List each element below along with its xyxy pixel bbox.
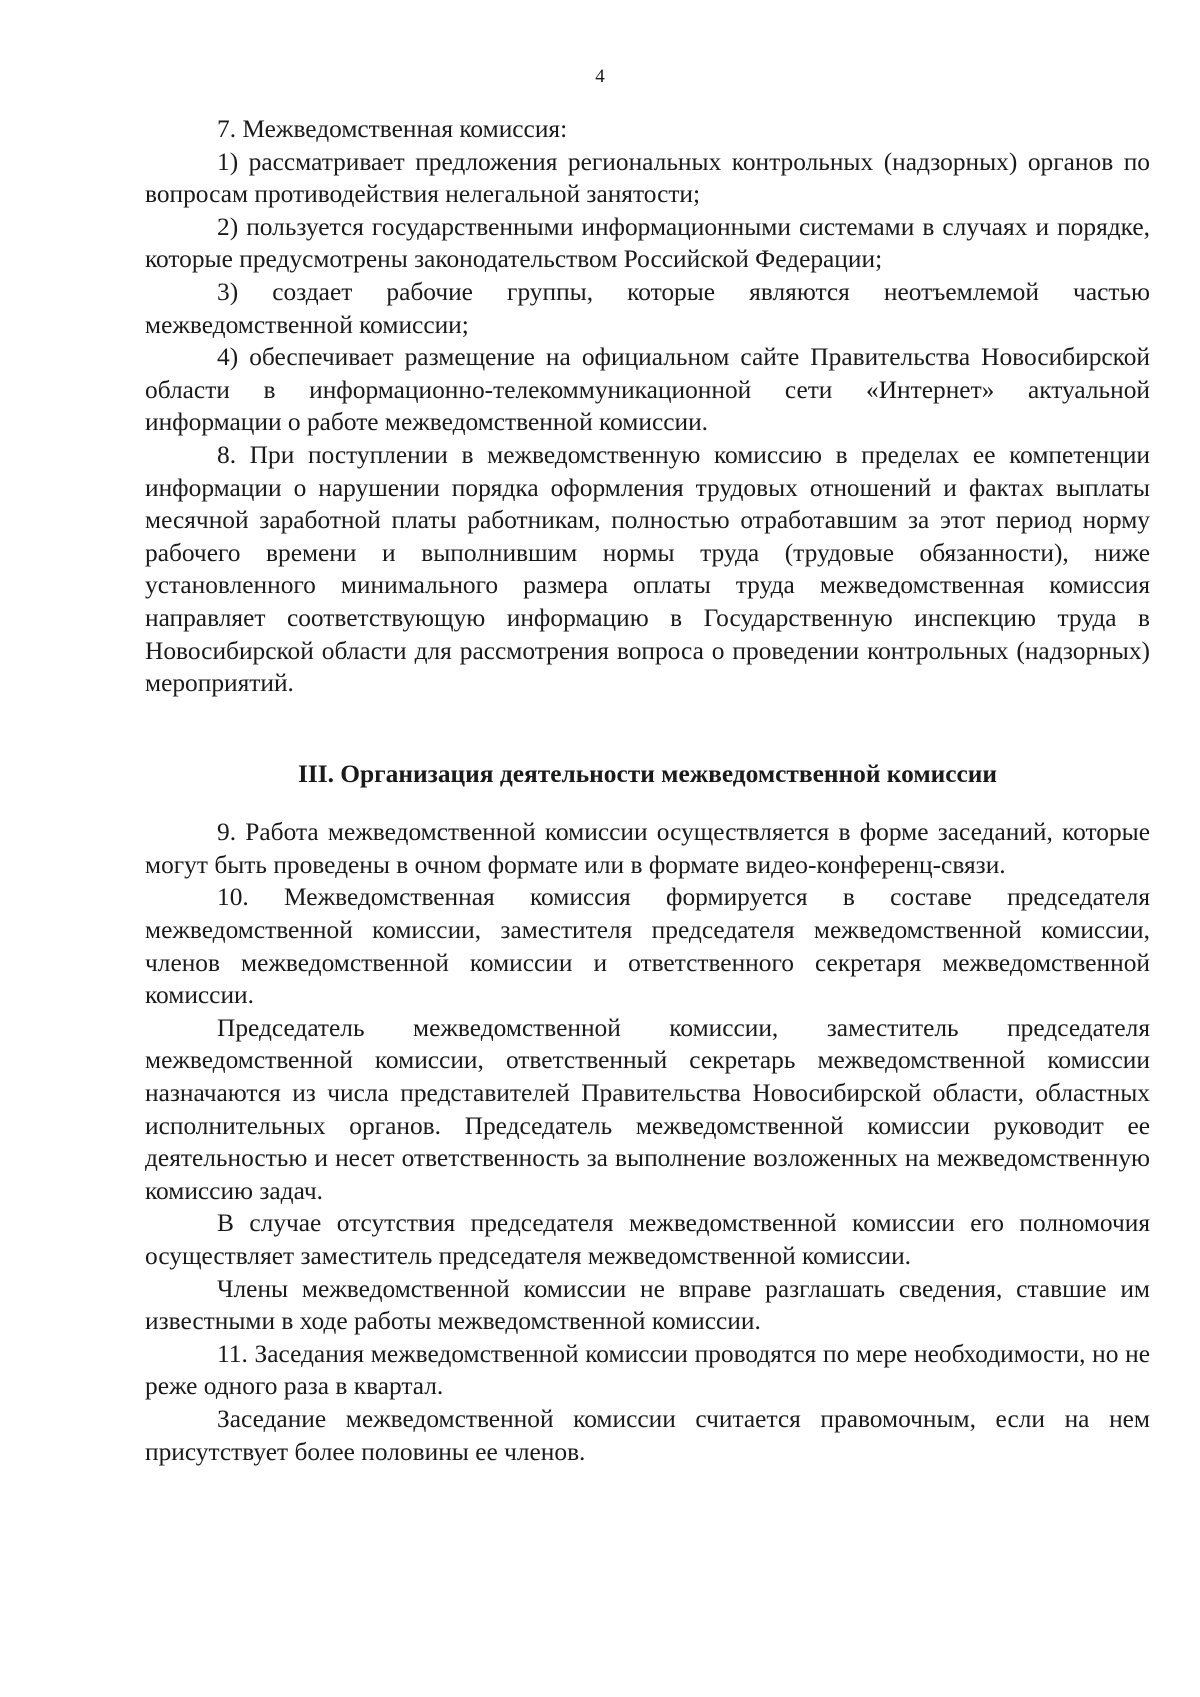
paragraph-chair-appointment: Председатель межведомственной комиссии, заместитель председателя межведомственной комиссии, ответственный секретарь межведомственной комиссии назначаются из числа представителей Правительства Новосибирской области, областных исполнительных органов. Председатель межведомственной комиссии руководит ее деятельностью и несет ответственность за выполнение возложенных на межведомственную комиссию задач. (145, 1013, 1150, 1205)
paragraph-subitem-3: 3) создает рабочие группы, которые являются неотъемлемой частью межведомственной комиссии; (145, 277, 1150, 339)
paragraph-quorum: Заседание межведомственной комиссии считается правомочным, если на нем присутствует более половины ее членов. (145, 1404, 1150, 1466)
paragraph-item-8: 8. При поступлении в межведомственную комиссию в пределах ее компетенции информации о нарушении порядка оформления трудовых отношений и фактах выплаты месячной заработной платы работникам, полностью отработавшим за этот период норму рабочего времени и выполнившим нормы труда (трудовые обязанности), ниже установленного минимального размера оплаты труда межведомственная комиссия направляет соответствующую информацию в Государственную инспекцию труда в Новосибирской области для рассмотрения вопроса о проведении контрольных (надзорных) мероприятий. (145, 440, 1150, 698)
paragraph-item-10: 10. Межведомственная комиссия формируется в составе председателя межведомственной комиссии, заместителя председателя межведомственной комиссии, членов межведомственной комиссии и ответственного секретаря межведомственной комиссии. (145, 883, 1150, 1010)
page-number: 4 (595, 66, 605, 87)
document-body (145, 113, 1150, 1468)
paragraph-subitem-1: 1) рассматривает предложения региональных контрольных (надзорных) органов по вопросам противодействия нелегальной занятости; (145, 147, 1150, 209)
section-heading: III. Организация деятельности межведомственной комиссии (297, 759, 998, 788)
paragraph-chair-absence: В случае отсутствия председателя межведомственной комиссии его полномочия осуществляет заместитель председателя межведомственной комиссии. (145, 1209, 1150, 1270)
paragraph-item-9: 9. Работа межведомственной комиссии осуществляется в форме заседаний, которые могут быть проведены в очном формате или в формате видео-конференц-связи. (145, 818, 1150, 879)
paragraph-confidentiality: Члены межведомственной комиссии не вправе разглашать сведения, ставшие им известными в ходе работы межведомственной комиссии. (145, 1274, 1150, 1336)
paragraph-subitem-4: 4) обеспечивает размещение на официальном сайте Правительства Новосибирской области в информационно-телекоммуникационной сети «Интернет» актуальной информации о работе межведомственной комиссии. (145, 343, 1150, 437)
paragraph-item-7: 7. Межведомственная комиссия: (217, 115, 568, 143)
paragraph-subitem-2: 2) пользуется государственными информационными системами в случаях и порядке, которые предусмотрены законодательством Российской Федерации; (145, 212, 1150, 274)
paragraph-item-11: 11. Заседания межведомственной комиссии проводятся по мере необходимости, но не реже одного раза в квартал. (145, 1339, 1150, 1401)
